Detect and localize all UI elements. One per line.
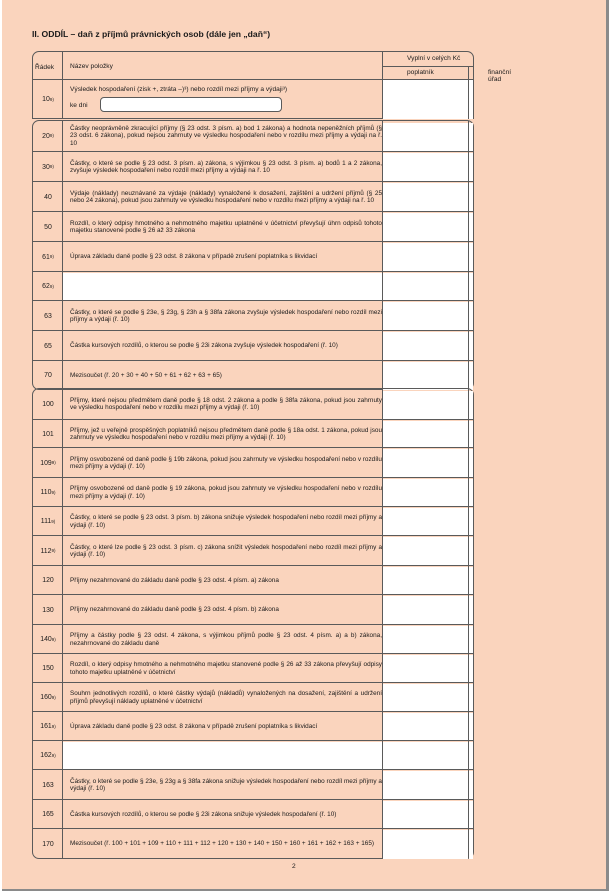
row-label: Mezisoučet (ř. 20 + 30 + 40 + 50 + 61 + 62 + 63 + 65) <box>70 371 222 379</box>
row-number: 70 <box>44 372 52 379</box>
row-label: Souhrn jednotlivých rozdílů, o které částky výdajů (nákladů) vynaložených na dosažení, zajištění a udržení příjmů převyšují náklady uplatněné v účetnictví <box>70 690 382 705</box>
poplatnik-cell[interactable] <box>383 449 468 478</box>
ke-dni-input[interactable] <box>100 97 282 112</box>
form-row <box>33 211 473 242</box>
row-10-label: Výsledek hospodaření (zisk +, ztráta –)³) nebo rozdíl mezi příjmy a výdaji³) <box>70 86 288 93</box>
row-label: Úprava základu daně podle § 23 odst. 8 zákona v případě zrušení poplatníka s likvidací <box>70 253 318 261</box>
form-row <box>33 330 473 361</box>
poplatnik-cell[interactable] <box>383 713 468 741</box>
form-row <box>33 300 473 331</box>
financni-urad-cell <box>469 713 473 741</box>
header-table <box>32 51 512 119</box>
row-number: 63 <box>44 312 52 320</box>
row-number: 120 <box>42 577 54 584</box>
form-row <box>33 799 473 829</box>
row-label: Částky, o které se podle § 23 odst. 3 písm. a) zákona, s výjimkou § 23 odst. 3 písm. a) bodů 1 a 2 zákona, zvyšuje výsledek hospodaření nebo rozdíl mezi příjmy a výdaji na ř. 10 <box>70 159 382 174</box>
poplatnik-cell[interactable] <box>383 771 468 800</box>
financni-urad-cell <box>469 123 473 151</box>
row-number: 101 <box>42 430 54 438</box>
row-label: Příjmy a částky podle § 23 odst. 4 zákona, s výjimkou příjmů podle § 23 odst. 4 písm. a) a b) zákona, nezahrnované do základu daně <box>70 632 382 647</box>
row-label: Mezisoučet (ř. 100 + 101 + 109 + 110 + 111 + 112 + 120 + 130 + 140 + 150 + 160 + 161 + 162 + 163 + 165) <box>70 840 375 848</box>
poplatnik-cell[interactable] <box>383 213 468 242</box>
row-label: Příjmy, které nejsou předmětem daně podle § 18 odst. 2 zákona a podle § 38fa zákona, pokud jsou zahrnuty ve výsledku hospodaření nebo v rozdílu mezi příjmy a výdaji (ř. 10) <box>70 396 382 411</box>
row-label: Rozdíl, o který odpisy hmotného a nehmotného majetku stanovené podle § 26 až 33 zákona převyšují odpisy tohoto majetku uplatněné v účetnictví <box>70 661 382 676</box>
row-number: 160 9) <box>40 694 56 701</box>
form-row <box>33 360 473 390</box>
financni-urad-cell <box>469 596 473 625</box>
poplatnik-cell[interactable] <box>383 801 468 829</box>
poplatnik-cell[interactable] <box>383 273 468 301</box>
poplatnik-cell[interactable] <box>383 626 468 654</box>
row-number: 150 <box>42 665 54 672</box>
form-row <box>33 151 473 182</box>
header-vyplni: Vyplní v celých Kč <box>407 55 461 62</box>
financni-urad-cell <box>469 449 473 478</box>
financni-urad-cell <box>469 684 473 712</box>
row-label: Částka kursových rozdílů, o kterou se podle § 23i zákona zvyšuje výsledek hospodaření (ř. 10) <box>70 342 338 350</box>
financni-urad-cell <box>469 332 473 361</box>
row-number: 161 9) <box>40 723 56 730</box>
row-number: 140 9) <box>40 636 56 643</box>
form-row <box>33 477 473 507</box>
row-label-blank-cell[interactable] <box>63 273 382 301</box>
row-label: Částka kursových rozdílů, o kterou se podle § 23i zákona snižuje výsledek hospodaření (ř. 10) <box>70 810 337 818</box>
form-row <box>33 389 473 419</box>
poplatnik-cell[interactable] <box>383 567 468 595</box>
row-number: 112 9) <box>40 547 56 555</box>
financni-urad-cell <box>469 626 473 654</box>
form-row <box>33 565 473 595</box>
row-label: Úprava základu daně podle § 23 odst. 8 zákona v případě zrušení poplatníka s likvidací <box>70 722 318 730</box>
financni-urad-cell <box>469 655 473 683</box>
financni-urad-cell <box>469 302 473 331</box>
financni-urad-cell <box>469 362 473 390</box>
group2-table <box>32 388 474 859</box>
poplatnik-cell[interactable] <box>383 123 468 151</box>
row-10-financni-urad-cell <box>469 80 473 119</box>
form-row <box>33 419 473 448</box>
form-row <box>33 624 473 654</box>
financni-urad-cell <box>469 771 473 800</box>
poplatnik-cell[interactable] <box>383 332 468 361</box>
row-number: 130 <box>42 606 54 614</box>
financni-urad-cell <box>469 801 473 829</box>
form-row <box>33 271 473 301</box>
form-row <box>33 506 473 536</box>
form-row <box>33 535 473 566</box>
form-row <box>33 241 473 272</box>
row-label: Výdaje (náklady) neuznávané za výdaje (náklady) vynaložené k dosažení, zajištění a udržení příjmů (§ 25 nebo 24 zákona), pokud jsou zahrnuty ve výsledku hospodaření nebo v rozdílu mezi příjmy a výdaji na ř. 10 <box>70 189 382 204</box>
row-number: 40 <box>44 193 52 201</box>
group1-table <box>32 120 474 390</box>
poplatnik-cell[interactable] <box>383 302 468 331</box>
row-label: Příjmy osvobozené od daně podle § 19b zákona, pokud jsou zahrnuty ve výsledku hospodaření nebo v rozdílu mezi příjmy a výdaji (ř. 10) <box>70 455 382 470</box>
financni-urad-cell <box>469 567 473 595</box>
row-number: 30 9) <box>42 163 54 171</box>
form-row <box>33 682 473 712</box>
form-row <box>33 740 473 770</box>
form-row <box>33 653 473 683</box>
row-label: Příjmy osvobozené od daně podle § 19 zákona, pokud jsou zahrnuty ve výsledku hospodaření nebo v rozdílu mezi příjmy a výdaji (ř. 10) <box>70 485 382 500</box>
financni-urad-cell <box>469 153 473 182</box>
row-number: 111 9) <box>40 518 56 525</box>
financni-urad-cell <box>469 243 473 272</box>
row-label: Příjmy nezahrnované do základu daně podle § 23 odst. 4 písm. a) zákona <box>70 576 279 584</box>
form-row <box>33 828 473 859</box>
poplatnik-cell[interactable] <box>383 421 468 448</box>
row-number: 109 9) <box>40 459 56 467</box>
form-row <box>33 594 473 625</box>
row-label: Částky, o které se podle § 23e, § 23g, § 23h a § 38fa zákona zvyšuje výsledek hospodaření nebo rozdíl mezi příjmy a výdaji (ř. 10) <box>70 308 382 323</box>
financni-urad-cell <box>469 830 473 859</box>
poplatnik-cell[interactable] <box>383 537 468 566</box>
header-financni-urad: finanční úřad <box>488 69 512 83</box>
form-page <box>2 0 609 891</box>
financni-urad-cell <box>469 421 473 448</box>
row-number: 100 <box>42 400 54 408</box>
row-label: Příjmy nezahrnované do základu daně podle § 23 odst. 4 písm. b) zákona <box>70 606 279 614</box>
poplatnik-cell[interactable] <box>383 243 468 272</box>
form-row <box>33 447 473 478</box>
financni-urad-cell <box>469 213 473 242</box>
financni-urad-cell <box>469 391 473 419</box>
financni-urad-cell <box>469 508 473 536</box>
form-row <box>33 121 473 151</box>
financni-urad-cell <box>469 742 473 770</box>
header-nazev: Název položky <box>70 63 113 70</box>
poplatnik-cell[interactable] <box>383 508 468 536</box>
poplatnik-cell[interactable] <box>383 153 468 182</box>
row-number: 20 9) <box>42 132 54 140</box>
financni-urad-cell <box>469 537 473 566</box>
row-label: Částky, o které lze podle § 23 odst. 3 písm. c) zákona snížit výsledek hospodaření nebo rozdíl mezi příjmy a výdaji (ř. 10) <box>70 543 382 558</box>
financni-urad-cell <box>469 479 473 507</box>
row-10-poplatnik-cell[interactable] <box>383 80 468 119</box>
row-label: Částky, o které se podle § 23 odst. 3 písm. b) zákona snižuje výsledek hospodaření nebo rozdíl mezi příjmy a výdaji (ř. 10) <box>70 514 382 529</box>
poplatnik-cell[interactable] <box>383 391 468 419</box>
page-number: 2 <box>292 863 296 870</box>
row-label: Částky neoprávněně zkracující příjmy (§ 23 odst. 3 písm. a) bod 1 zákona) a hodnota nepeněžních příjmů (§ 23 odst. 6 zákona), pokud nejsou zahrnuty ve výsledku hospodaření nebo v rozdílu mezi příjmy a výdaji na ř. 10 <box>70 124 382 147</box>
row-label: Příjmy, jež u veřejně prospěšných poplatníků nejsou předmětem daně podle § 18a odst. 1 zákona, pokud jsou zahrnuty ve výsledku hospodaření nebo v rozdílu mezi příjmy a výdaji (ř. 10) <box>70 426 382 441</box>
row-number: 61 9) <box>42 253 54 261</box>
row-number: 165 <box>42 811 54 818</box>
poplatnik-cell[interactable] <box>383 596 468 625</box>
row-label: Rozdíl, o který odpisy hmotného a nehmotného majetku uplatněné v účetnictví převyšují úhrn odpisů tohoto majetku stanovené podle § 26 až 33 zákona <box>70 219 382 234</box>
row-number: 162 9) <box>40 752 56 759</box>
row-number: 163 <box>42 781 54 789</box>
form-row <box>33 711 473 741</box>
poplatnik-cell[interactable] <box>383 362 468 390</box>
row-number: 170 <box>42 840 54 848</box>
poplatnik-cell[interactable] <box>383 183 468 212</box>
poplatnik-cell[interactable] <box>383 684 468 712</box>
poplatnik-cell[interactable] <box>383 479 468 507</box>
row-number: 10 9) <box>42 96 54 103</box>
form-row <box>33 769 473 800</box>
poplatnik-cell[interactable] <box>383 830 468 859</box>
row-number: 110 9) <box>40 489 56 496</box>
ke-dni-label: ke dni <box>70 102 88 109</box>
poplatnik-cell[interactable] <box>383 655 468 683</box>
section-title: II. ODDÍL – daň z příjmů právnických osob (dále jen „daň“) <box>32 29 271 39</box>
row-label-blank-cell[interactable] <box>63 742 382 770</box>
header-poplatnik: poplatník <box>407 69 434 76</box>
header-radek: Řádek <box>35 64 55 71</box>
row-number: 65 <box>44 342 52 350</box>
financni-urad-cell <box>469 273 473 301</box>
row-number: 62 9) <box>42 283 54 290</box>
form-row <box>33 181 473 212</box>
row-label: Částky, o které se podle § 23e, § 23g a § 38fa zákona snižuje výsledek hospodaření nebo rozdíl mezi příjmy a výdaji (ř. 10) <box>70 777 382 792</box>
poplatnik-cell[interactable] <box>383 742 468 770</box>
financni-urad-cell <box>469 183 473 212</box>
row-number: 50 <box>44 223 52 231</box>
